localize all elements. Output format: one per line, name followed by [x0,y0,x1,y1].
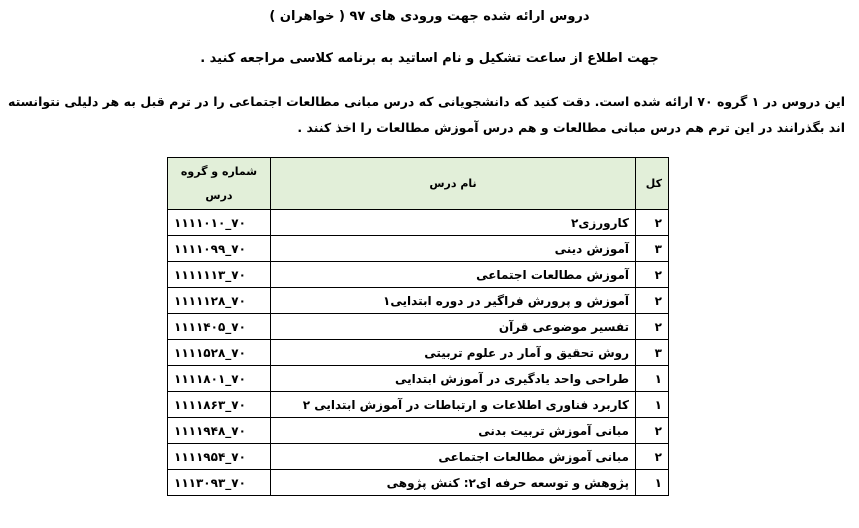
course-code-cell: ۱۱۱۱۰۹۹_۷۰ [168,236,271,262]
course-name-cell: پژوهش و توسعه حرفه ای۲: کنش پژوهی [271,470,636,496]
course-code-cell: ۱۱۱۱۸۰۱_۷۰ [168,366,271,392]
table-row [168,444,669,470]
course-name-cell: روش تحقیق و آمار در علوم تربیتی [271,340,636,366]
table-row [168,418,669,444]
course-name-cell: آموزش و پرورش فراگیر در دوره ابتدایی۱ [271,288,636,314]
table-row [168,236,669,262]
course-code-header: شماره و گروه درس [168,158,271,210]
course-name-cell: تفسیر موضوعی قرآن [271,314,636,340]
course-code-cell: ۱۱۱۱۸۶۳_۷۰ [168,392,271,418]
course-code-cell: ۱۱۱۱۹۵۴_۷۰ [168,444,271,470]
course-name-cell: کاربرد فناوری اطلاعات و ارتباطات در آموزش ابتدایی ۲ [271,392,636,418]
course-name-cell: کارورزی۲ [271,210,636,236]
course-units-cell: ۳ [636,236,669,262]
course-units-cell: ۲ [636,288,669,314]
table-row [168,288,669,314]
course-units-cell: ۲ [636,262,669,288]
table-row [168,314,669,340]
course-units-cell: ۲ [636,210,669,236]
course-code-cell: ۱۱۱۱۰۱۰_۷۰ [168,210,271,236]
course-units-cell: ۲ [636,444,669,470]
course-units-cell: ۱ [636,470,669,496]
course-units-cell: ۳ [636,340,669,366]
course-code-cell: ۱۱۱۳۰۹۳_۷۰ [168,470,271,496]
course-name-cell: مبانی آموزش تربیت بدنی [271,418,636,444]
course-code-cell: ۱۱۱۱۱۱۳_۷۰ [168,262,271,288]
course-units-cell: ۱ [636,366,669,392]
course-name-cell: آموزش دینی [271,236,636,262]
units-header: کل [636,158,669,210]
page-title: دروس ارائه شده جهت ورودی های ۹۷ ( خواهران ) [269,9,590,24]
table-row [168,392,669,418]
table-header-row [168,158,669,210]
table-row [168,210,669,236]
schedule-notice: جهت اطلاع از ساعت تشکیل و نام اساتید به برنامه کلاسی مراجعه کنید . [200,51,659,66]
course-code-cell: ۱۱۱۱۱۲۸_۷۰ [168,288,271,314]
course-code-cell: ۱۱۱۱۴۰۵_۷۰ [168,314,271,340]
courses-table [167,157,669,496]
course-code-cell: ۱۱۱۱۹۴۸_۷۰ [168,418,271,444]
course-name-cell: آموزش مطالعات اجتماعی [271,262,636,288]
course-units-cell: ۱ [636,392,669,418]
table-row [168,262,669,288]
table-row [168,340,669,366]
course-name-cell: طراحی واحد یادگیری در آموزش ابتدایی [271,366,636,392]
course-code-cell: ۱۱۱۱۵۲۸_۷۰ [168,340,271,366]
table-row [168,366,669,392]
course-name-cell: مبانی آموزش مطالعات اجتماعی [271,444,636,470]
courses-table-body [168,210,669,496]
course-units-cell: ۲ [636,418,669,444]
course-name-header: نام درس [271,158,636,210]
course-units-cell: ۲ [636,314,669,340]
table-row [168,470,669,496]
instructions-paragraph: این دروس در ۱ گروه ۷۰ ارائه شده است. دقت کنید که دانشجویانی که درس مبانی مطالعات اجتماعی را در ترم قبل به هر دلیلی نتوانسته اند بگذرانند در این ترم هم درس مبانی مطالعات و هم درس آموزش مطالعات را اخذ کنند . [8,94,845,135]
